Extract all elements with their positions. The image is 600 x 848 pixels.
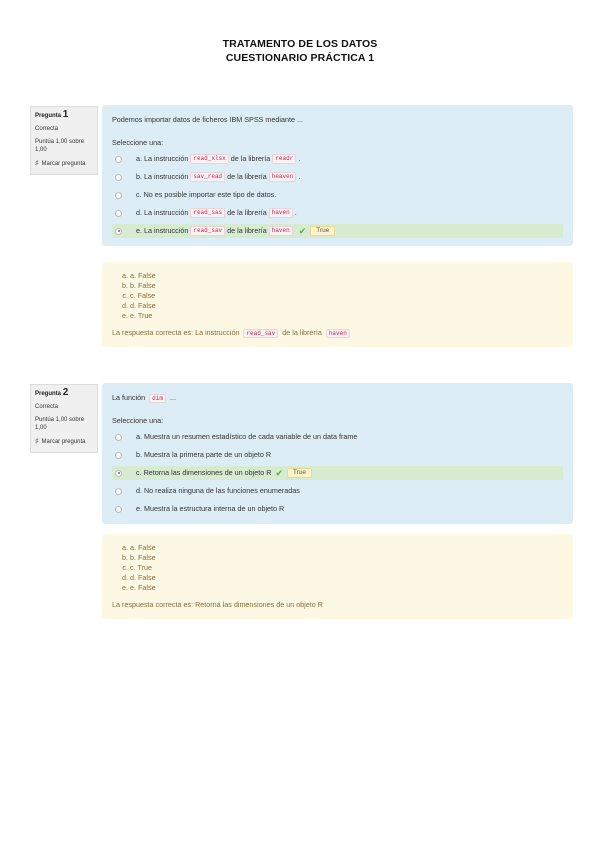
question-1-number: Pregunta 1 [35, 109, 69, 120]
feedback-item: b. b. False [130, 281, 563, 291]
checkmark-icon: ✔ [275, 468, 283, 478]
feedback-item: e. e. False [130, 583, 563, 593]
correct-answer: La respuesta correcta es: Retorna las dimensiones de un objeto R [112, 600, 323, 609]
question-1-option-b[interactable]: b. La instrucción sav_read de la librería heaven . [112, 170, 563, 184]
flag-label: Marcar pregunta [41, 161, 86, 167]
question-2-content [102, 383, 573, 524]
flag-icon: ♯ [35, 160, 39, 167]
question-2-feedback [102, 534, 573, 619]
question-1-content [102, 105, 573, 246]
question-2-flag[interactable] [35, 438, 93, 446]
radio-button-checked[interactable] [115, 470, 122, 477]
question-1-flag[interactable] [35, 160, 93, 168]
true-badge: True [287, 468, 312, 478]
feedback-list [112, 271, 563, 321]
radio-button[interactable] [115, 452, 122, 459]
feedback-item: c. c. True [130, 563, 563, 573]
question-2-option-e[interactable]: e. Muestra la estructura interna de un objeto R [112, 502, 563, 516]
question-2-option-a[interactable]: a. Muestra un resumen estadístico de cada variable de un data frame [112, 430, 563, 444]
feedback-item: a. a. False [130, 271, 563, 281]
radio-button[interactable] [115, 506, 122, 513]
question-1-option-a[interactable]: a. La instrucción read_xlsx de la librería readr . [112, 152, 563, 166]
radio-button[interactable] [115, 434, 122, 441]
question-1-info [30, 106, 98, 175]
question-1-option-e[interactable]: e. La instrucción read_sav de la librería haven ✔ True [112, 224, 563, 238]
feedback-item: d. d. False [130, 301, 563, 311]
question-2-option-d[interactable]: d. No realiza ninguna de las funciones enumeradas [112, 484, 563, 498]
title-line-2: CUESTIONARIO PRÁCTICA 1 [225, 52, 375, 64]
feedback-item: d. d. False [130, 573, 563, 583]
question-1-option-d[interactable]: d. La instrucción read_sas de la librería haven . [112, 206, 563, 220]
feedback-item: b. b. False [130, 553, 563, 563]
question-2-info [30, 384, 98, 453]
question-2-text: La función dim ... [112, 393, 176, 402]
correct-answer: La respuesta correcta es: La instrucción read_sav de la librería haven [112, 327, 563, 339]
question-1-text: Podemos importar datos de ficheros IBM SPSS mediante ... [112, 115, 303, 124]
question-2-score: Puntúa 1,00 sobre 1,00 [35, 417, 85, 431]
question-1-option-c[interactable]: c. No es posible importar este tipo de datos. [112, 188, 563, 202]
radio-button[interactable] [115, 192, 122, 199]
feedback-item: a. a. False [130, 543, 563, 553]
question-2-option-c[interactable]: c. Retorna las dimensiones de un objeto R ✔ True [112, 466, 563, 480]
radio-button[interactable] [115, 174, 122, 181]
question-2-prompt: Seleccione una: [112, 416, 164, 425]
question-1-status: Correcta [35, 126, 59, 132]
feedback-item: c. c. False [130, 291, 563, 301]
question-1-prompt: Seleccione una: [112, 138, 164, 147]
title-line-1: TRATAMENTO DE LOS DATOS [222, 38, 378, 50]
radio-button-checked[interactable] [115, 228, 122, 235]
question-2-option-b[interactable]: b. Muestra la primera parte de un objeto R [112, 448, 563, 462]
question-1-feedback [102, 262, 573, 347]
flag-label: Marcar pregunta [41, 439, 86, 445]
question-2-status: Correcta [35, 404, 59, 410]
radio-button[interactable] [115, 156, 122, 163]
true-badge: True [310, 226, 335, 236]
question-1-score: Puntúa 1,00 sobre 1,00 [35, 139, 85, 153]
question-2-number: Pregunta 2 [35, 387, 69, 398]
feedback-item: e. e. True [130, 311, 563, 321]
radio-button[interactable] [115, 488, 122, 495]
document-title [0, 37, 600, 65]
feedback-list [112, 543, 563, 593]
flag-icon: ♯ [35, 438, 39, 445]
checkmark-icon: ✔ [298, 226, 307, 236]
radio-button[interactable] [115, 210, 122, 217]
